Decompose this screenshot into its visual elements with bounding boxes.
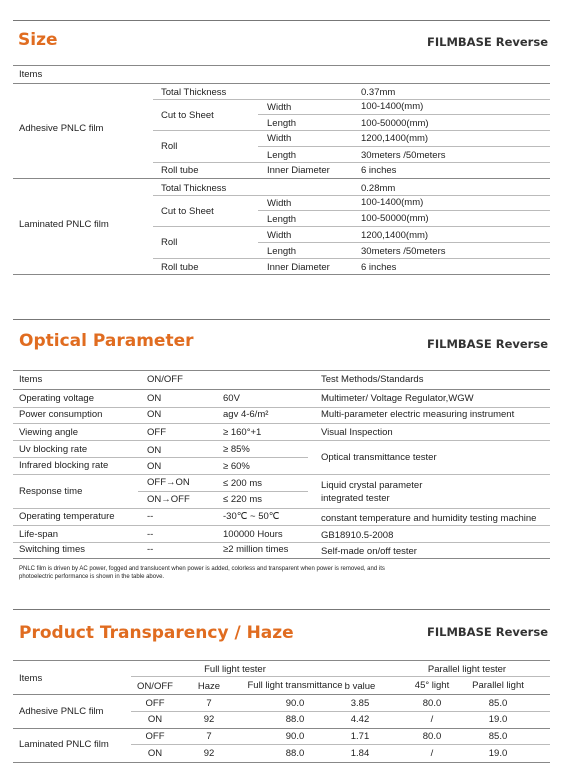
- param-method: Optical transmittance tester: [321, 452, 437, 463]
- sub-label: Inner Diameter: [267, 165, 330, 176]
- param-method: Multi-parameter electric measuring instrument: [321, 409, 515, 420]
- cell: 19.0: [488, 714, 508, 725]
- rule: [13, 423, 550, 424]
- rule: [13, 474, 550, 475]
- section-top-rule: [13, 20, 550, 21]
- param-state: ON→OFF: [147, 494, 190, 505]
- rule: [13, 542, 550, 543]
- cell: 80.0: [422, 731, 442, 742]
- row-label: Roll tube: [161, 262, 199, 273]
- param-method: GB18910.5-2008: [321, 530, 394, 541]
- param-value: ≥ 60%: [223, 461, 250, 472]
- row-value: 100-1400(mm): [361, 197, 424, 208]
- param-value: ≥ 160°+1: [223, 427, 262, 438]
- cell: 90.0: [285, 698, 305, 709]
- cell: 7: [206, 731, 212, 742]
- cell: 85.0: [488, 731, 508, 742]
- cell: 1.71: [350, 731, 370, 742]
- items-header: Items: [19, 69, 43, 80]
- param-item: Life-span: [19, 529, 59, 540]
- rule: [13, 508, 550, 509]
- brand-label: FILMBASE Reverse: [427, 625, 548, 639]
- cell: OFF: [145, 698, 165, 709]
- items-header: Items: [19, 673, 43, 684]
- cell: 90.0: [285, 731, 305, 742]
- row-label: Roll tube: [161, 165, 199, 176]
- rule: [153, 195, 550, 196]
- rule: [13, 440, 550, 441]
- row-value: 0.28mm: [361, 183, 396, 194]
- param-state: --: [147, 544, 154, 555]
- cell: 1.84: [350, 748, 370, 759]
- column-header: ON/OFF: [137, 681, 173, 692]
- column-header: Haze: [197, 681, 221, 692]
- row-value: 100-50000(mm): [361, 118, 429, 129]
- row-label: Total Thickness: [161, 87, 227, 98]
- param-state: --: [147, 529, 154, 540]
- group-name: Laminated PNLC film: [19, 219, 109, 230]
- rule: [13, 558, 550, 559]
- param-value: ≤ 200 ms: [223, 478, 263, 489]
- param-method: Liquid crystal parameter: [321, 480, 423, 491]
- sub-label: Length: [267, 150, 297, 161]
- rule: [13, 525, 550, 526]
- row-value: 30meters /50meters: [361, 150, 446, 161]
- rule: [13, 457, 308, 458]
- column-header: Items: [19, 374, 43, 385]
- param-item: Switching times: [19, 544, 85, 555]
- rule: [258, 114, 550, 115]
- group-header: Full light tester: [204, 664, 266, 675]
- rule: [131, 711, 550, 712]
- sub-label: Width: [267, 198, 292, 209]
- sub-label: Length: [267, 246, 297, 257]
- param-item: Infrared blocking rate: [19, 460, 109, 471]
- column-header: b value: [344, 681, 376, 692]
- sub-label: Length: [267, 118, 297, 129]
- column-header: 45° light: [414, 680, 450, 691]
- rule: [13, 694, 550, 695]
- cell: OFF: [145, 731, 165, 742]
- cell: 92: [203, 714, 215, 725]
- row-label: Roll: [161, 141, 178, 152]
- cell: ON: [147, 714, 163, 725]
- param-value: ≥ 85%: [223, 444, 250, 455]
- row-value: 0.37mm: [361, 87, 396, 98]
- rule: [13, 728, 550, 729]
- param-method: Visual Inspection: [321, 427, 393, 438]
- param-state: OFF→ON: [147, 477, 190, 488]
- section-title: Product Transparency / Haze: [19, 623, 294, 643]
- rule: [131, 676, 550, 677]
- group-name: Laminated PNLC film: [19, 739, 109, 750]
- column-header: Parallel light: [472, 680, 524, 691]
- rule: [13, 65, 550, 66]
- param-item: Viewing angle: [19, 427, 78, 438]
- sub-label: Length: [267, 214, 297, 225]
- group-name: Adhesive PNLC film: [19, 706, 104, 717]
- rule: [153, 162, 550, 163]
- cell: ON: [147, 748, 163, 759]
- param-state: ON: [147, 393, 162, 404]
- section-top-rule: [13, 609, 550, 610]
- param-value: ≥2 million times: [223, 544, 289, 555]
- row-label: Cut to Sheet: [161, 206, 214, 217]
- param-state: ON: [147, 409, 162, 420]
- rule: [153, 99, 550, 100]
- column-header: Test Methods/Standards: [321, 374, 424, 385]
- rule: [13, 370, 550, 371]
- rule: [258, 210, 550, 211]
- row-value: 100-1400(mm): [361, 101, 424, 112]
- sub-label: Inner Diameter: [267, 262, 330, 273]
- param-item: Operating voltage: [19, 393, 94, 404]
- rule: [153, 130, 550, 131]
- param-method: Multimeter/ Voltage Regulator,WGW: [321, 393, 474, 404]
- rule: [153, 226, 550, 227]
- size-section: [13, 20, 550, 278]
- cell: 3.85: [350, 698, 370, 709]
- param-state: --: [147, 511, 154, 522]
- param-method: Self-made on/off tester: [321, 546, 417, 557]
- param-item: Operating temperature: [19, 511, 115, 522]
- group-header: Parallel light tester: [427, 664, 507, 675]
- footnote: PNLC film is driven by AC power, fogged and translucent when power is added, colorless and transparent when power is removed, and its photoelectric performance is shown in the table above.: [19, 566, 385, 580]
- cell: /: [430, 714, 434, 725]
- cell: 88.0: [285, 714, 305, 725]
- param-value: ≤ 220 ms: [223, 494, 263, 505]
- rule: [13, 762, 550, 763]
- param-state: OFF: [147, 427, 166, 438]
- cell: 80.0: [422, 698, 442, 709]
- column-header: ON/OFF: [147, 374, 183, 385]
- rule: [13, 178, 550, 179]
- param-state: ON: [147, 445, 162, 456]
- rule: [13, 274, 550, 275]
- optical-section: [13, 319, 550, 589]
- sub-label: Width: [267, 133, 292, 144]
- rule: [13, 660, 550, 661]
- row-value: 30meters /50meters: [361, 246, 446, 257]
- param-value: 60V: [223, 393, 240, 404]
- param-method: constant temperature and humidity testing machine: [321, 513, 537, 524]
- section-title: Optical Parameter: [19, 331, 194, 351]
- row-value: 1200,1400(mm): [361, 133, 429, 144]
- section-title: Size: [18, 30, 58, 50]
- cell: 19.0: [488, 748, 508, 759]
- rule: [131, 744, 550, 745]
- param-value: agv 4-6/m²: [223, 409, 269, 420]
- row-value: 100-50000(mm): [361, 213, 429, 224]
- cell: 4.42: [350, 714, 370, 725]
- param-item: Response time: [19, 486, 83, 497]
- param-value: -30℃ ~ 50℃: [223, 511, 280, 522]
- rule: [13, 407, 550, 408]
- rule: [138, 491, 308, 492]
- rule: [153, 258, 550, 259]
- cell: /: [430, 748, 434, 759]
- rule: [13, 389, 550, 390]
- transparency-section: [13, 609, 550, 769]
- row-value: 6 inches: [361, 165, 397, 176]
- row-value: 1200,1400(mm): [361, 230, 429, 241]
- cell: 92: [203, 748, 215, 759]
- param-method: integrated tester: [321, 493, 390, 504]
- cell: 7: [206, 698, 212, 709]
- param-state: ON: [147, 461, 162, 472]
- rule: [258, 242, 550, 243]
- sub-label: Width: [267, 230, 292, 241]
- cell: 85.0: [488, 698, 508, 709]
- param-item: Uv blocking rate: [19, 444, 88, 455]
- row-label: Roll: [161, 237, 178, 248]
- row-label: Total Thickness: [161, 183, 227, 194]
- brand-label: FILMBASE Reverse: [427, 337, 548, 351]
- column-header: Full light transmittance: [247, 680, 343, 691]
- param-item: Power consumption: [19, 409, 103, 420]
- rule: [258, 146, 550, 147]
- brand-label: FILMBASE Reverse: [427, 35, 548, 49]
- param-value: 100000 Hours: [223, 529, 283, 540]
- section-top-rule: [13, 319, 550, 320]
- sub-label: Width: [267, 102, 292, 113]
- row-label: Cut to Sheet: [161, 110, 214, 121]
- group-name: Adhesive PNLC film: [19, 123, 104, 134]
- row-value: 6 inches: [361, 262, 397, 273]
- cell: 88.0: [285, 748, 305, 759]
- rule: [13, 83, 550, 84]
